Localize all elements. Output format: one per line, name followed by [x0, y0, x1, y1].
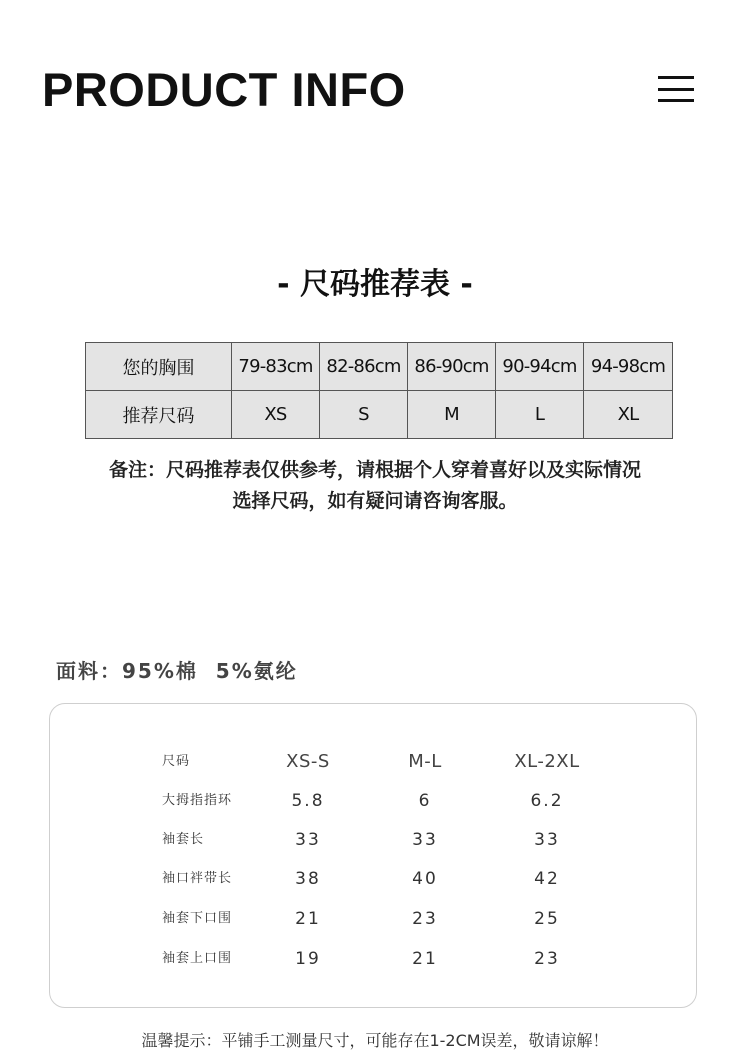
- table-row: [86, 343, 673, 391]
- table-row: [86, 391, 673, 439]
- spec-value: 21: [295, 909, 321, 929]
- table-cell: 82-86cm: [320, 343, 408, 391]
- spec-value: 6: [418, 791, 432, 811]
- size-recommendation-table: [85, 342, 673, 439]
- spec-row-label: 大拇指指环: [162, 793, 233, 808]
- page-title: PRODUCT INFO: [42, 63, 406, 116]
- spec-row-label: 袖口袢带长: [162, 871, 233, 886]
- size-chart-title: - 尺码推荐表 -: [277, 267, 473, 302]
- table-cell: 90-94cm: [496, 343, 584, 391]
- spec-row-label: 袖套上口围: [162, 951, 233, 966]
- spec-value: 6.2: [530, 791, 564, 811]
- spec-value: 42: [534, 869, 560, 889]
- size-chart-note: [0, 455, 750, 517]
- table-cell: M: [408, 391, 496, 439]
- spec-header-size: XS-S: [286, 751, 330, 772]
- table-row: [50, 904, 698, 934]
- table-row: [50, 825, 698, 855]
- menu-bar-icon: [658, 76, 694, 79]
- table-cell: 79-83cm: [232, 343, 320, 391]
- spec-value: 25: [534, 909, 560, 929]
- table-cell: XS: [232, 391, 320, 439]
- row-label-recommended-size: 推荐尺码: [86, 391, 232, 439]
- table-cell: XL: [584, 391, 673, 439]
- table-cell: 86-90cm: [408, 343, 496, 391]
- menu-bar-icon: [658, 99, 694, 102]
- note-line: 选择尺码，如有疑问请咨询客服。: [232, 490, 518, 512]
- table-cell: 94-98cm: [584, 343, 673, 391]
- spec-table-card: [49, 703, 697, 1008]
- spec-value: 19: [295, 949, 321, 969]
- spec-value: 23: [412, 909, 438, 929]
- spec-header-size: M-L: [408, 751, 442, 772]
- spec-value: 40: [412, 869, 438, 889]
- spec-value: 33: [295, 830, 321, 850]
- spec-value: 23: [534, 949, 560, 969]
- table-row: [50, 864, 698, 894]
- row-label-chest: 您的胸围: [86, 343, 232, 391]
- table-cell: L: [496, 391, 584, 439]
- spec-value: 5.8: [291, 791, 325, 811]
- spec-value: 33: [412, 830, 438, 850]
- table-row: [50, 944, 698, 974]
- note-line: 备注：尺码推荐表仅供参考，请根据个人穿着喜好以及实际情况: [108, 459, 641, 481]
- table-cell: S: [320, 391, 408, 439]
- measurement-tip: 温馨提示：平铺手工测量尺寸，可能存在1-2CM误差，敬请谅解！: [141, 1031, 609, 1050]
- spec-header-size: XL-2XL: [514, 751, 580, 772]
- table-row: [50, 786, 698, 816]
- spec-row-label: 袖套下口围: [162, 911, 233, 926]
- spec-value: 38: [295, 869, 321, 889]
- menu-bar-icon: [658, 88, 694, 91]
- spec-value: 33: [534, 830, 560, 850]
- hamburger-menu-icon[interactable]: [658, 76, 694, 102]
- spec-row-label: 袖套长: [162, 832, 205, 847]
- spec-header-row: [50, 747, 698, 777]
- fabric-composition: 面料：95%棉 5%氨纶: [56, 659, 298, 683]
- spec-value: 21: [412, 949, 438, 969]
- spec-header-label: 尺码: [162, 754, 191, 769]
